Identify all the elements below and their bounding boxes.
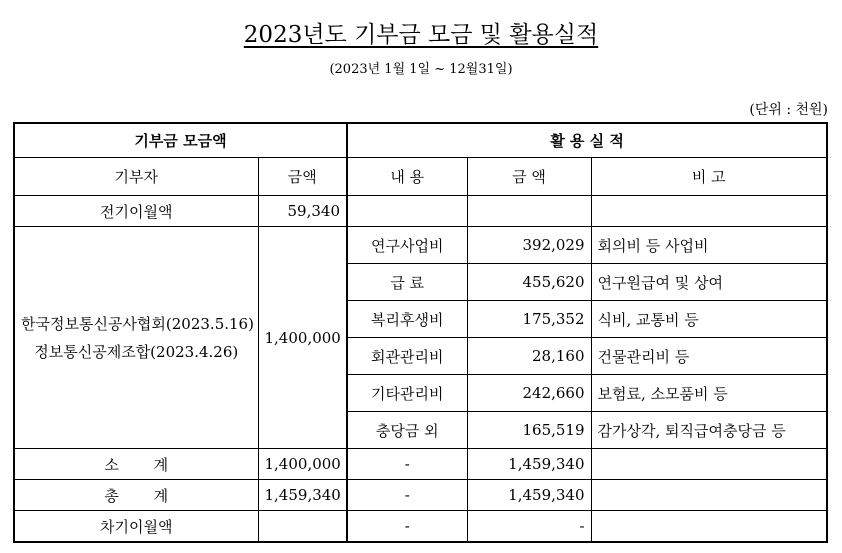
usage-amount: 28,160 xyxy=(467,338,591,375)
usage-amount: 165,519 xyxy=(467,412,591,449)
page-title: 2023년도 기부금 모금 및 활용실적 xyxy=(243,22,599,48)
col-header-donor: 기부자 xyxy=(14,158,258,196)
usage-item: 기타관리비 xyxy=(347,375,467,412)
carryover-in-row xyxy=(14,196,827,227)
total-label: 총 계 xyxy=(14,480,258,511)
group-header-usage: 활 용 실 적 xyxy=(347,123,827,158)
carryover-out-item: - xyxy=(347,511,467,543)
empty-cell xyxy=(591,480,827,511)
unit-label: (단위 : 천원) xyxy=(749,102,828,118)
subtotal-label: 소 계 xyxy=(14,449,258,480)
column-header-row xyxy=(14,158,827,196)
empty-cell xyxy=(467,196,591,227)
usage-amount: 175,352 xyxy=(467,301,591,338)
usage-amount: 455,620 xyxy=(467,264,591,301)
usage-note: 감가상각, 퇴직급여충당금 등 xyxy=(591,412,827,449)
empty-cell xyxy=(591,196,827,227)
donor-cell xyxy=(14,227,258,449)
usage-amount: 242,660 xyxy=(467,375,591,412)
empty-cell xyxy=(347,196,467,227)
usage-item: 급 료 xyxy=(347,264,467,301)
usage-item: 연구사업비 xyxy=(347,227,467,264)
group-header-donations: 기부금 모금액 xyxy=(14,123,347,158)
usage-item: 충당금 외 xyxy=(347,412,467,449)
total-item: - xyxy=(347,480,467,511)
subtotal-amount: 1,459,340 xyxy=(467,449,591,480)
group-header-row xyxy=(14,123,827,158)
carryover-out-label: 차기이월액 xyxy=(14,511,258,543)
total-donation: 1,459,340 xyxy=(258,480,347,511)
carryover-out-amount: - xyxy=(467,511,591,543)
col-header-usage-amount: 금 액 xyxy=(467,158,591,196)
donor-name: 정보통신공제조합(2023.4.26) xyxy=(34,342,239,361)
empty-cell xyxy=(591,511,827,543)
col-header-note: 비 고 xyxy=(591,158,827,196)
usage-amount: 392,029 xyxy=(467,227,591,264)
usage-item: 복리후생비 xyxy=(347,301,467,338)
col-header-amount: 금액 xyxy=(258,158,347,196)
usage-item: 회관관리비 xyxy=(347,338,467,375)
donor-name: 한국정보통신공사협회(2023.5.16) xyxy=(21,314,254,333)
subtotal-item: - xyxy=(347,449,467,480)
empty-cell xyxy=(258,511,347,543)
usage-note: 식비, 교통비 등 xyxy=(591,301,827,338)
usage-note: 연구원급여 및 상여 xyxy=(591,264,827,301)
usage-note: 건물관리비 등 xyxy=(591,338,827,375)
carryover-out-row xyxy=(14,511,827,543)
carryover-in-label: 전기이월액 xyxy=(14,196,258,227)
report-period: (2023년 1월 1일 ~ 12월31일) xyxy=(329,62,513,77)
total-row xyxy=(14,480,827,511)
donation-amount: 1,400,000 xyxy=(258,227,347,449)
subtotal-donation: 1,400,000 xyxy=(258,449,347,480)
empty-cell xyxy=(591,449,827,480)
usage-row xyxy=(14,227,827,264)
subtotal-row xyxy=(14,449,827,480)
usage-note: 회의비 등 사업비 xyxy=(591,227,827,264)
total-amount: 1,459,340 xyxy=(467,480,591,511)
usage-note: 보험료, 소모품비 등 xyxy=(591,375,827,412)
donation-usage-table xyxy=(13,122,828,543)
col-header-item: 내 용 xyxy=(347,158,467,196)
carryover-in-amount: 59,340 xyxy=(258,196,347,227)
